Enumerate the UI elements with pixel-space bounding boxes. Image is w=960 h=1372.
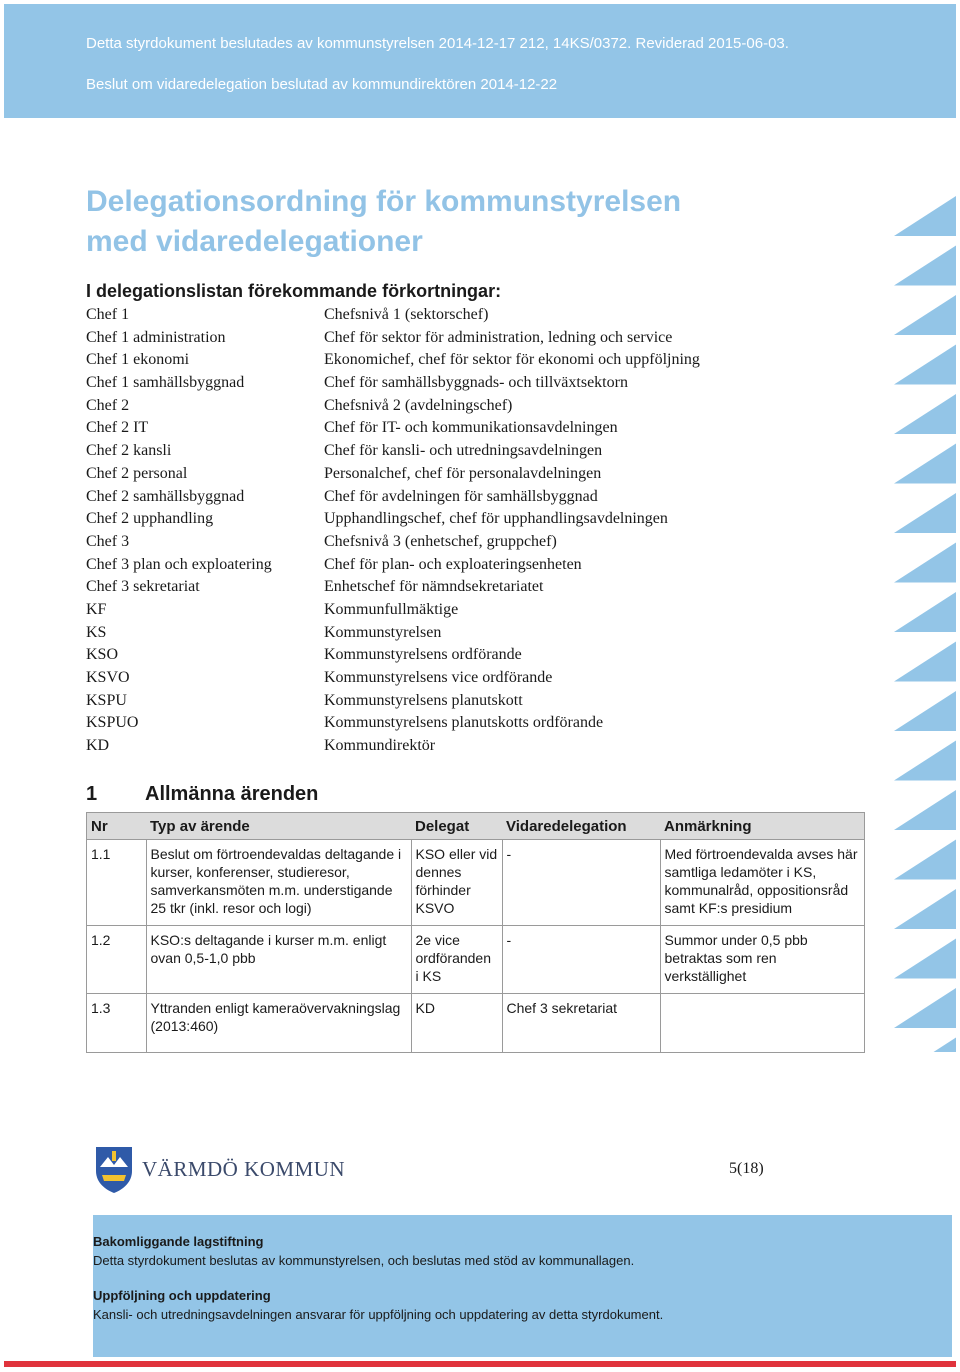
abbreviation-row bbox=[86, 304, 846, 327]
abbreviation-definition: Kommunstyrelsens vice ordförande bbox=[324, 669, 553, 686]
abbreviation-term: KF bbox=[86, 600, 107, 618]
decorative-triangle bbox=[894, 790, 956, 830]
header-anmarkning: Anmärkning bbox=[660, 813, 865, 840]
abbreviation-row bbox=[86, 349, 846, 372]
abbreviation-term: KS bbox=[86, 623, 107, 641]
logo-text: VÄRMDÖ KOMMUN bbox=[142, 1157, 346, 1181]
abbreviation-row bbox=[86, 486, 846, 509]
footer-followup-text: Kansli- och utredningsavdelningen ansvarar för uppföljning och uppdatering av detta styrdokument. bbox=[93, 1307, 664, 1322]
abbreviation-definition: Personalchef, chef för personalavdelningen bbox=[324, 464, 602, 482]
cell-typ: Beslut om förtroendevaldas deltagande i kurser, konferenser, studieresor, samverkansmöten m.m. understigande 25 tkr (inkl. resor och logi) bbox=[146, 840, 411, 926]
abbreviation-row bbox=[86, 735, 846, 758]
abbreviation-term: KSPU bbox=[86, 691, 127, 709]
header-band bbox=[4, 4, 956, 118]
document-title bbox=[86, 182, 681, 262]
abbreviation-term: Chef 1 bbox=[86, 306, 130, 323]
cell-delegat: 2e vice ordföranden i KS bbox=[411, 926, 502, 994]
decorative-triangle bbox=[894, 246, 956, 286]
abbreviation-row bbox=[86, 599, 846, 622]
abbreviation-definition: Chef för kansli- och utredningsavdelningen bbox=[324, 442, 603, 460]
cell-delegat: KSO eller vid dennes förhinder KSVO bbox=[411, 840, 502, 926]
footer-band bbox=[93, 1215, 952, 1357]
decorative-triangle bbox=[894, 394, 956, 434]
decorative-triangle bbox=[894, 444, 956, 484]
cell-typ: KSO:s deltagande i kurser m.m. enligt ovan 0,5-1,0 pbb bbox=[146, 926, 411, 994]
abbreviation-definition: Chef för samhällsbyggnads- och tillväxtsektorn bbox=[324, 374, 628, 392]
abbreviation-term: Chef 2 bbox=[86, 396, 130, 414]
section-title: Allmänna ärenden bbox=[145, 783, 319, 805]
coat-of-arms-icon bbox=[94, 1145, 134, 1195]
abbreviation-row bbox=[86, 667, 846, 690]
abbreviation-row bbox=[86, 576, 846, 599]
abbreviation-definition: Kommunstyrelsen bbox=[324, 623, 442, 641]
abbreviation-definition: Kommunstyrelsens planutskott bbox=[324, 691, 523, 709]
abbreviation-definition: Kommunfullmäktige bbox=[324, 600, 459, 618]
abbreviation-row bbox=[86, 554, 846, 577]
table-row bbox=[87, 926, 865, 994]
cell-typ: Yttranden enligt kameraövervakningslag (2013:460) bbox=[146, 994, 411, 1053]
cell-nr: 1.3 bbox=[87, 994, 147, 1053]
cell-anmarkning bbox=[660, 994, 865, 1053]
abbreviation-row bbox=[86, 508, 846, 531]
footer-law-heading: Bakomliggande lagstiftning bbox=[93, 1234, 264, 1249]
abbreviation-definition: Kommundirektör bbox=[324, 737, 436, 755]
decorative-triangle bbox=[894, 592, 956, 632]
page-number: 5(18) bbox=[729, 1160, 764, 1177]
abbreviation-term: KD bbox=[86, 737, 110, 755]
decorative-triangle bbox=[894, 1038, 956, 1053]
abbreviation-row bbox=[86, 372, 846, 395]
abbreviation-row bbox=[86, 531, 846, 554]
abbreviation-term: Chef 1 administration bbox=[86, 328, 226, 346]
abbreviation-term: Chef 3 sekretariat bbox=[86, 578, 200, 596]
header-nr: Nr bbox=[87, 813, 147, 840]
abbreviation-row bbox=[86, 644, 846, 667]
abbreviation-row bbox=[86, 622, 846, 645]
decorative-triangle bbox=[894, 939, 956, 979]
decorative-triangle bbox=[894, 493, 956, 533]
abbreviation-row bbox=[86, 417, 846, 440]
abbreviation-definition: Ekonomichef, chef för sektor för ekonomi och uppföljning bbox=[324, 351, 700, 369]
decorative-triangle bbox=[894, 642, 956, 682]
abbreviation-definition: Chefsnivå 3 (enhetschef, gruppchef) bbox=[324, 532, 557, 550]
bottom-red-bar bbox=[4, 1361, 956, 1367]
delegation-table bbox=[86, 812, 865, 1053]
cell-anmarkning: Med förtroendevalda avses här samtliga ledamöter i KS, kommunalråd, oppositionsråd samt KF:s presidium bbox=[660, 840, 865, 926]
header-delegat: Delegat bbox=[411, 813, 502, 840]
abbreviation-term: Chef 2 personal bbox=[86, 464, 188, 482]
abbreviation-term: Chef 1 samhällsbyggnad bbox=[86, 374, 245, 392]
abbreviation-definition: Chef för IT- och kommunikationsavdelningen bbox=[324, 419, 618, 437]
table-row bbox=[87, 994, 865, 1053]
decorative-triangle bbox=[894, 988, 956, 1028]
footer-law-text: Detta styrdokument beslutas av kommunstyrelsen, och beslutas med stöd av kommunallagen. bbox=[93, 1253, 635, 1268]
decorative-triangle bbox=[894, 196, 956, 236]
abbreviation-definition: Upphandlingschef, chef för upphandlingsavdelningen bbox=[324, 510, 668, 528]
abbreviation-term: Chef 2 IT bbox=[86, 419, 149, 437]
abbreviation-definition: Chefsnivå 1 (sektorschef) bbox=[324, 306, 489, 323]
decorative-triangle bbox=[894, 543, 956, 583]
side-decoration bbox=[894, 192, 956, 1052]
cell-vidaredelegation: - bbox=[502, 926, 660, 994]
footer-followup-heading: Uppföljning och uppdatering bbox=[93, 1288, 271, 1303]
abbreviation-term: KSO bbox=[86, 646, 119, 664]
abbreviation-list bbox=[86, 304, 846, 758]
abbreviation-row bbox=[86, 395, 846, 418]
abbreviation-term: Chef 2 samhällsbyggnad bbox=[86, 487, 245, 505]
decorative-triangle bbox=[894, 691, 956, 731]
abbreviation-definition: Chef för avdelningen för samhällsbyggnad bbox=[324, 487, 598, 505]
cell-nr: 1.1 bbox=[87, 840, 147, 926]
abbreviation-definition: Kommunstyrelsens ordförande bbox=[324, 646, 522, 664]
section-heading bbox=[86, 783, 318, 806]
abbreviation-term: KSVO bbox=[86, 669, 130, 686]
decorative-triangle bbox=[894, 741, 956, 781]
abbreviation-definition: Kommunstyrelsens planutskotts ordförande bbox=[324, 714, 604, 732]
document-title-line2: med vidaredelegationer bbox=[86, 225, 423, 258]
header-vidaredelegation: Vidaredelegation bbox=[502, 813, 660, 840]
abbreviation-term: Chef 2 kansli bbox=[86, 442, 172, 460]
cell-anmarkning: Summor under 0,5 pbb betraktas som ren verkställighet bbox=[660, 926, 865, 994]
abbreviation-definition: Enhetschef för nämndsekretariatet bbox=[324, 578, 544, 596]
abbreviation-row bbox=[86, 712, 846, 735]
abbreviation-term: Chef 3 bbox=[86, 532, 130, 550]
abbreviation-row bbox=[86, 440, 846, 463]
decorative-triangle bbox=[894, 840, 956, 880]
cell-nr: 1.2 bbox=[87, 926, 147, 994]
table-row bbox=[87, 840, 865, 926]
abbreviation-definition: Chef för plan- och exploateringsenheten bbox=[324, 555, 582, 573]
abbreviation-term: KSPUO bbox=[86, 714, 139, 732]
cell-vidaredelegation: - bbox=[502, 840, 660, 926]
abbreviation-definition: Chef för sektor för administration, ledning och service bbox=[324, 328, 673, 346]
header-typ: Typ av ärende bbox=[146, 813, 411, 840]
abbreviation-row bbox=[86, 690, 846, 713]
abbreviations-heading: I delegationslistan förekommande förkortningar: bbox=[86, 281, 502, 301]
section-number: 1 bbox=[86, 783, 98, 805]
decorative-triangle bbox=[894, 295, 956, 335]
document-title-line1: Delegationsordning för kommunstyrelsen bbox=[86, 185, 682, 218]
table-header-row bbox=[87, 813, 865, 840]
abbreviation-term: Chef 3 plan och exploatering bbox=[86, 555, 272, 573]
abbreviation-term: Chef 2 upphandling bbox=[86, 510, 214, 528]
header-decision-line: Detta styrdokument beslutades av kommunstyrelsen 2014-12-17 212, 14KS/0372. Reviderad 2015-06-03. bbox=[86, 35, 789, 52]
abbreviation-row bbox=[86, 463, 846, 486]
header-delegation-line: Beslut om vidaredelegation beslutad av kommundirektören 2014-12-22 bbox=[86, 76, 558, 93]
cell-vidaredelegation: Chef 3 sekretariat bbox=[502, 994, 660, 1053]
cell-delegat: KD bbox=[411, 994, 502, 1053]
abbreviation-row bbox=[86, 327, 846, 350]
decorative-triangle bbox=[894, 345, 956, 385]
abbreviation-definition: Chefsnivå 2 (avdelningschef) bbox=[324, 396, 513, 414]
decorative-triangle bbox=[894, 889, 956, 929]
abbreviation-term: Chef 1 ekonomi bbox=[86, 351, 190, 369]
varmdo-kommun-logo bbox=[94, 1145, 354, 1195]
